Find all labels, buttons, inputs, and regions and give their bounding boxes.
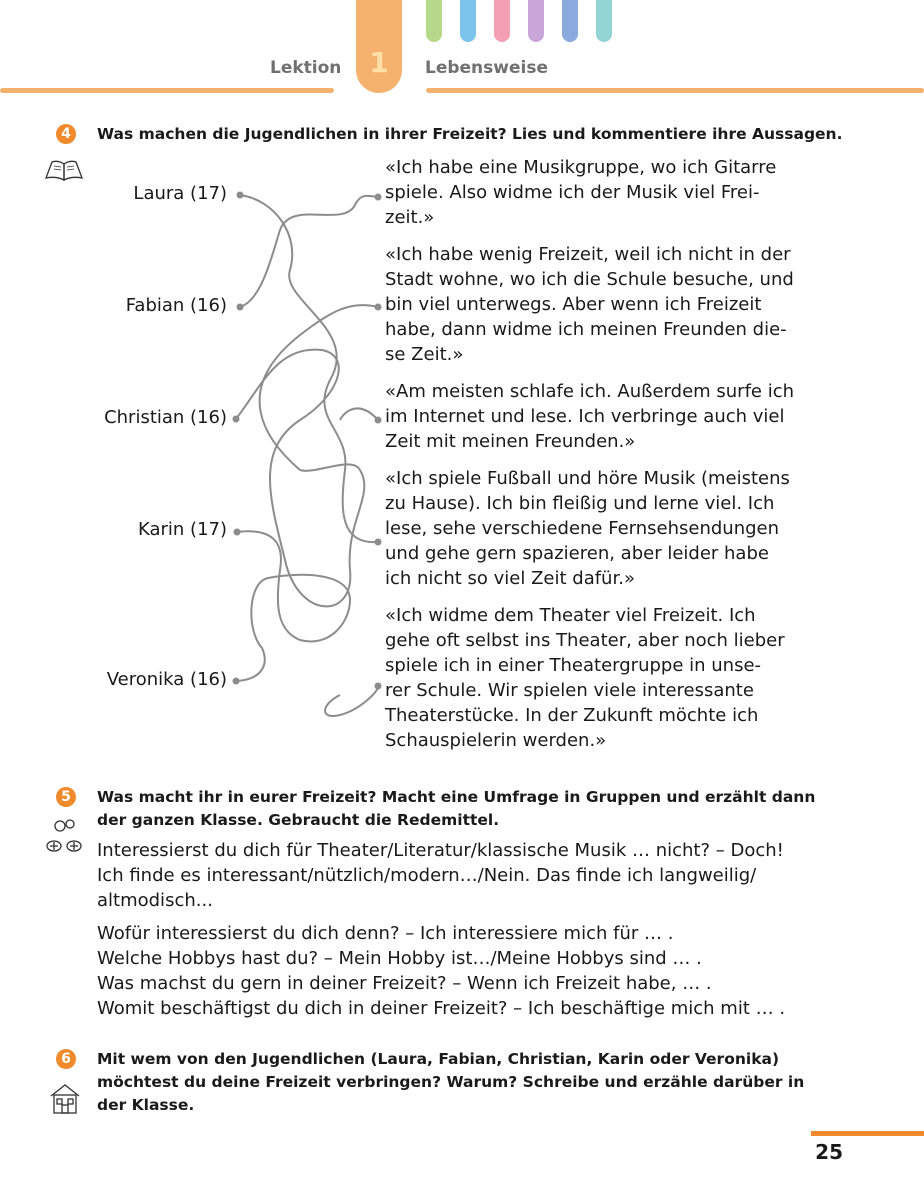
exercise-5-instruction: Was macht ihr in eurer Freizeit? Macht eine Umfrage in Gruppen und erzählt dann der ganzen Klasse. Gebraucht die Redemittel. (97, 788, 816, 829)
quote-4: «Ich spiele Fußball und höre Musik (meistens zu Hause). Ich bin fleißig und lerne viel. Ich lese, sehe verschiedene Fernsehsendungen und gehe gern spazieren, aber leider habe ich nicht so viel Zeit dafür.» (385, 468, 790, 589)
quote-3: «Am meisten schlafe ich. Außerdem surfe ich im Internet und lese. Ich verbringe auch viel Zeit mit meinen Freunden.» (385, 381, 795, 452)
footer-line (811, 1131, 924, 1136)
exercise-5-paragraph-2: Wofür interessierst du dich denn? – Ich interessiere mich für … . Welche Hobbys hast du? – Mein Hobby ist…/Meine Hobbys sind … . Was machst du gern in deiner Freizeit? – Wenn ich Freizeit habe, … . Womit beschäftigst du dich in deiner Freizeit? – Ich beschäftige mich mit … . (97, 923, 786, 1019)
exercise-4-number: 4 (56, 124, 76, 144)
header-topic-label: Lebensweise (425, 58, 548, 78)
name-karin: Karin (17) (138, 519, 227, 540)
name-laura: Laura (17) (133, 183, 227, 204)
name-christian: Christian (16) (104, 407, 227, 428)
group-talk-icon (44, 816, 84, 856)
page-number: 25 (815, 1140, 843, 1164)
name-fabian: Fabian (16) (125, 295, 227, 316)
quote-2: «Ich habe wenig Freizeit, weil ich nicht in der Stadt wohne, wo ich die Schule besuche, und bin viel unterwegs. Aber wenn ich Freizeit habe, dann widme ich meinen Freunden die- se Zeit.» (385, 244, 794, 365)
exercise-4-instruction: Was machen die Jugendlichen in ihrer Freizeit? Lies und kommentiere ihre Aussagen. (97, 125, 843, 143)
quote-1: «Ich habe eine Musikgruppe, wo ich Gitarre spiele. Also widme ich der Musik viel Frei- zeit.» (385, 157, 777, 228)
header-lektion-label: Lektion (270, 58, 342, 78)
lesson-number: 1 (369, 46, 389, 79)
exercise-6-instruction: Mit wem von den Jugendlichen (Laura, Fabian, Christian, Karin oder Veronika) möchtest du deine Freizeit verbringen? Warum? Schreibe und erzähle darüber in der Klasse. (97, 1050, 805, 1114)
exercise-5-number: 5 (56, 787, 76, 807)
name-veronika: Veronika (16) (106, 669, 227, 690)
exercise-6-number: 6 (56, 1049, 76, 1069)
exercise-5-paragraph-1: Interessierst du dich für Theater/Literatur/klassische Musik … nicht? – Doch! Ich finde es interessant/nützlich/modern…/Nein. Das finde ich langweilig/ altmodisch... (97, 840, 784, 911)
quote-5: «Ich widme dem Theater viel Freizeit. Ich gehe oft selbst ins Theater, aber noch lieber spiele ich in einer Theatergruppe in unse- rer Schule. Wir spielen viele interessante Theaterstücke. In der Zukunft möchte ich Schauspielerin werden.» (385, 605, 785, 751)
house-icon (48, 1082, 82, 1116)
